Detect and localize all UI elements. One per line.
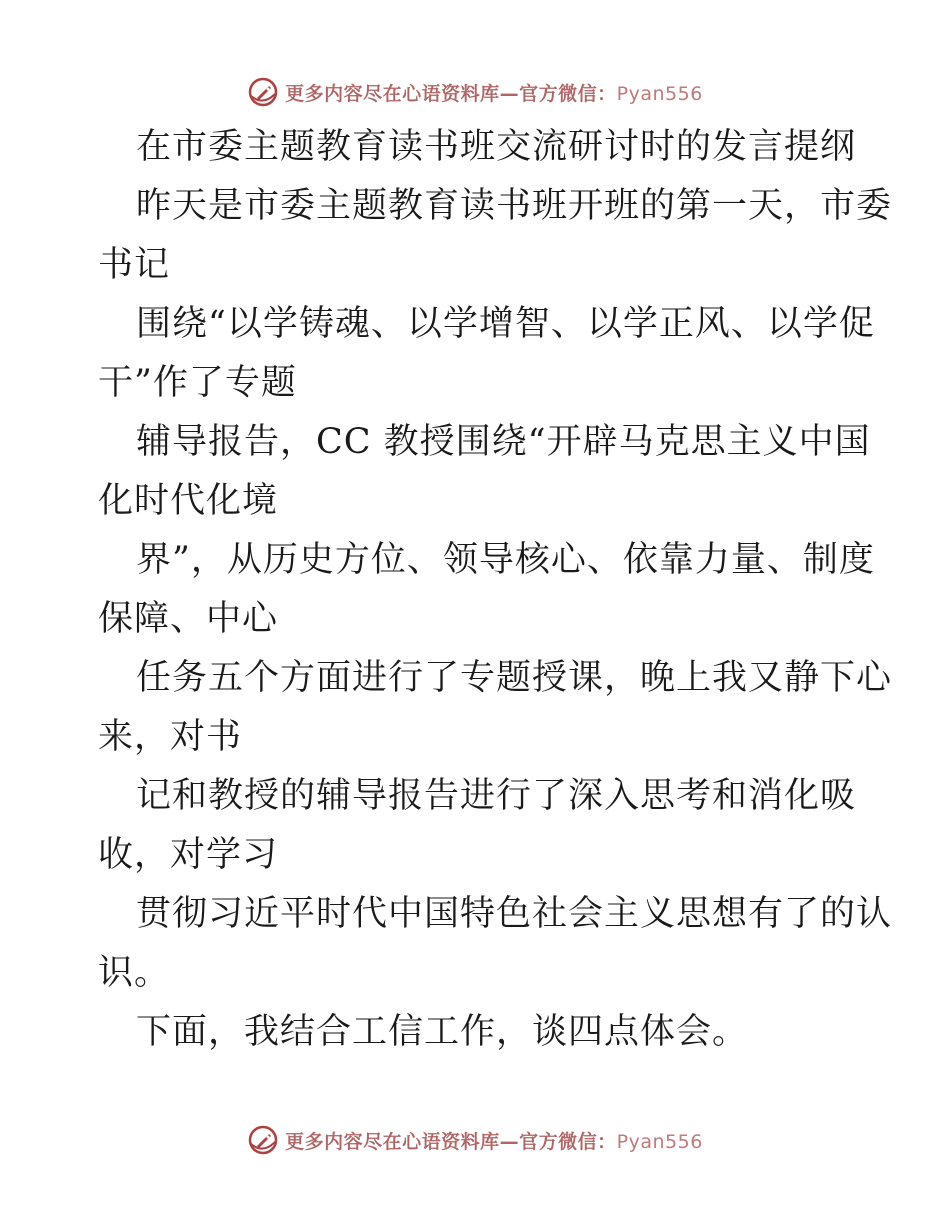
paragraph-line: 下面，我结合工信工作，谈四点体会。 [136, 1012, 749, 1052]
paragraph-line: 干”作了专题 [98, 363, 297, 403]
paragraph-line: 界”，从历史方位、领导核心、依靠力量、制度 [136, 540, 875, 580]
paragraph-line: 收，对学习 [98, 835, 279, 875]
paragraph-line: 书记 [98, 245, 171, 285]
paragraph-line: 任务五个方面进行了专题授课，晚上我又静下心 [136, 658, 893, 698]
paragraph-line: 昨天是市委主题教育读书班开班的第一天，市委 [136, 186, 893, 226]
pen-nib-logo-icon [247, 1124, 279, 1156]
paragraph-line: 保障、中心 [98, 599, 279, 639]
paragraph-line: 化时代化境 [98, 481, 279, 521]
watermark-text: 更多内容尽在心语资料库—官方微信：Pyan556 [285, 1130, 703, 1153]
paragraph-line: 识。 [98, 953, 171, 993]
paragraph-line: 辅导报告，CC 教授围绕“开辟马克思主义中国 [136, 422, 871, 462]
paragraph-line: 来，对书 [98, 717, 243, 757]
paragraph-line: 贯彻习近平时代中国特色社会主义思想有了的认 [136, 894, 893, 934]
footer-watermark [0, 1120, 950, 1160]
paragraph-line: 记和教授的辅导报告进行了深入思考和消化吸 [136, 776, 857, 816]
paragraph-line: 围绕“以学铸魂、以学增智、以学正风、以学促 [136, 304, 875, 344]
document-title: 在市委主题教育读书班交流研讨时的发言提纲 [136, 127, 857, 167]
pen-nib-logo-icon [247, 76, 279, 108]
header-watermark [0, 72, 950, 112]
watermark-text: 更多内容尽在心语资料库—官方微信：Pyan556 [285, 82, 703, 105]
